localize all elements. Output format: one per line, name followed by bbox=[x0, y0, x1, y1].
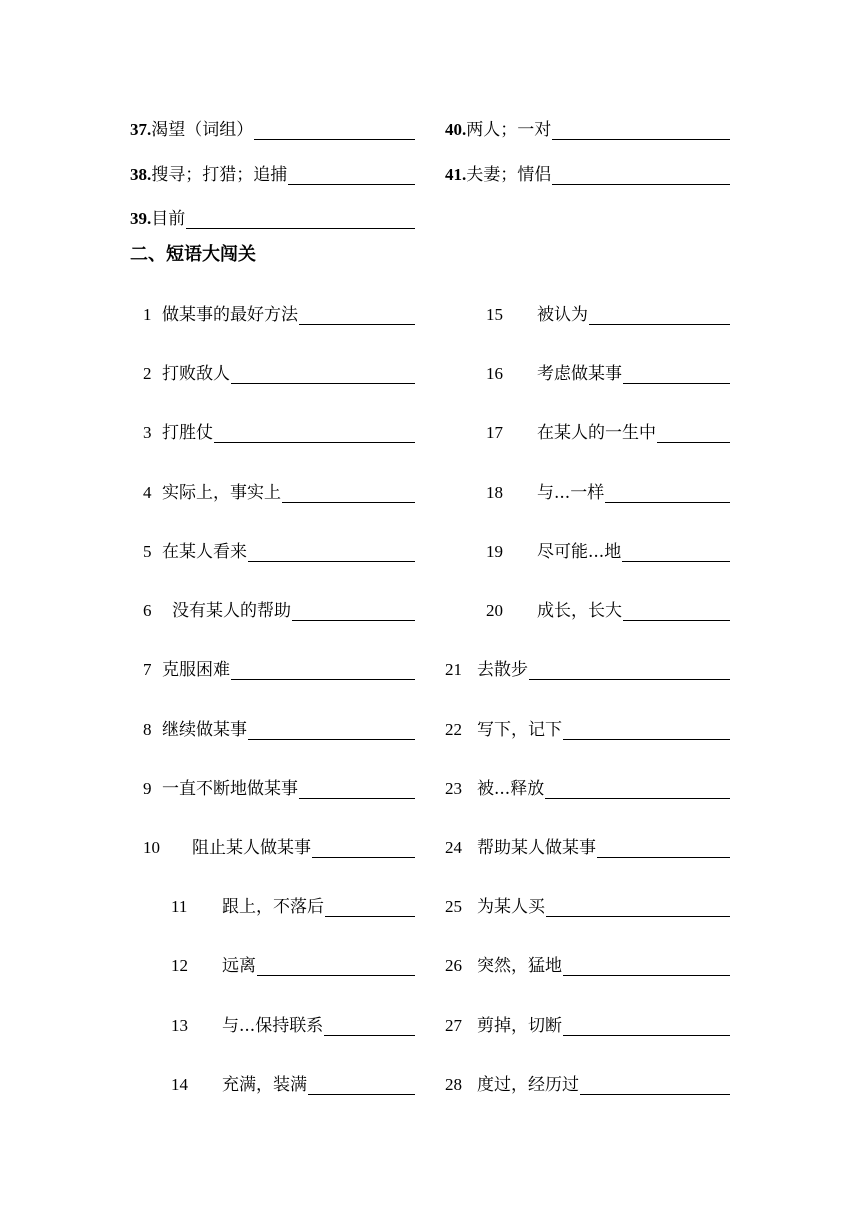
answer-blank[interactable] bbox=[657, 425, 730, 443]
answer-blank[interactable] bbox=[580, 1077, 730, 1095]
answer-blank[interactable] bbox=[231, 662, 415, 680]
phrase-item bbox=[171, 952, 415, 976]
phrase-item bbox=[143, 538, 415, 562]
answer-blank[interactable] bbox=[186, 211, 415, 229]
item-prompt: 实际上，事实上 bbox=[162, 483, 281, 503]
answer-blank[interactable] bbox=[597, 840, 730, 858]
phrase-item bbox=[445, 716, 730, 740]
item-number: 16 bbox=[486, 364, 503, 383]
item-number: 20 bbox=[486, 601, 503, 620]
answer-blank[interactable] bbox=[552, 122, 730, 140]
answer-blank[interactable] bbox=[622, 544, 730, 562]
vocab-item bbox=[130, 205, 415, 229]
answer-blank[interactable] bbox=[529, 662, 730, 680]
answer-blank[interactable] bbox=[282, 485, 415, 503]
item-number: 17 bbox=[486, 423, 503, 442]
item-number: 15 bbox=[486, 305, 503, 324]
answer-blank[interactable] bbox=[248, 544, 415, 562]
item-prompt: 没有某人的帮助 bbox=[172, 601, 291, 621]
item-number: 27 bbox=[445, 1016, 462, 1035]
vocab-item bbox=[445, 116, 730, 140]
item-prompt: 去散步 bbox=[477, 660, 528, 680]
item-prompt: 搜寻；打猎；追捕 bbox=[151, 165, 288, 185]
item-prompt: 帮助某人做某事 bbox=[477, 838, 596, 858]
item-number: 37. bbox=[130, 120, 152, 139]
item-prompt: 做某事的最好方法 bbox=[162, 305, 298, 325]
answer-blank[interactable] bbox=[563, 1018, 730, 1036]
item-prompt: 在某人看来 bbox=[162, 542, 247, 562]
phrase-item bbox=[445, 952, 730, 976]
answer-blank[interactable] bbox=[563, 958, 730, 976]
item-prompt: 打败敌人 bbox=[162, 364, 230, 384]
item-prompt: 继续做某事 bbox=[162, 720, 247, 740]
answer-blank[interactable] bbox=[605, 485, 730, 503]
item-number: 13 bbox=[171, 1016, 188, 1035]
answer-blank[interactable] bbox=[299, 307, 415, 325]
item-number: 10 bbox=[143, 838, 160, 857]
vocab-item bbox=[130, 161, 415, 185]
item-prompt: 突然，猛地 bbox=[477, 956, 562, 976]
vocab-item bbox=[445, 161, 730, 185]
item-number: 3 bbox=[143, 423, 152, 442]
answer-blank[interactable] bbox=[325, 899, 415, 917]
phrase-item bbox=[445, 1012, 730, 1036]
item-number: 7 bbox=[143, 660, 152, 679]
phrase-item bbox=[445, 834, 730, 858]
phrase-item bbox=[143, 775, 415, 799]
answer-blank[interactable] bbox=[257, 958, 415, 976]
phrase-item bbox=[143, 301, 415, 325]
item-number: 26 bbox=[445, 956, 462, 975]
answer-blank[interactable] bbox=[248, 722, 415, 740]
item-prompt: 充满，装满 bbox=[222, 1075, 307, 1095]
phrase-item bbox=[171, 893, 415, 917]
item-prompt: 克服困难 bbox=[162, 660, 230, 680]
item-prompt: 度过，经历过 bbox=[477, 1075, 579, 1095]
answer-blank[interactable] bbox=[308, 1077, 415, 1095]
item-number: 5 bbox=[143, 542, 152, 561]
answer-blank[interactable] bbox=[288, 167, 415, 185]
item-number: 14 bbox=[171, 1075, 188, 1094]
phrase-item bbox=[143, 597, 415, 621]
item-prompt: 与...保持联系 bbox=[222, 1016, 324, 1036]
item-prompt: 远离 bbox=[222, 956, 256, 976]
phrase-item bbox=[171, 1012, 415, 1036]
item-number: 25 bbox=[445, 897, 462, 916]
item-number: 40. bbox=[445, 120, 467, 139]
item-prompt: 被认为 bbox=[537, 305, 588, 325]
item-prompt: 一直不断地做某事 bbox=[162, 779, 298, 799]
item-prompt: 考虑做某事 bbox=[537, 364, 622, 384]
section-title: 二、短语大闯关 bbox=[130, 244, 256, 265]
item-number: 38. bbox=[130, 165, 152, 184]
item-number: 6 bbox=[143, 601, 152, 620]
phrase-item bbox=[445, 656, 730, 680]
phrase-item bbox=[445, 893, 730, 917]
phrase-item bbox=[143, 716, 415, 740]
phrase-item bbox=[143, 656, 415, 680]
item-number: 28 bbox=[445, 1075, 462, 1094]
item-prompt: 成长，长大 bbox=[537, 601, 622, 621]
item-number: 23 bbox=[445, 779, 462, 798]
item-prompt: 阻止某人做某事 bbox=[192, 838, 311, 858]
item-prompt: 跟上，不落后 bbox=[222, 897, 324, 917]
answer-blank[interactable] bbox=[546, 899, 730, 917]
answer-blank[interactable] bbox=[299, 781, 415, 799]
answer-blank[interactable] bbox=[545, 781, 730, 799]
phrase-item bbox=[143, 360, 415, 384]
answer-blank[interactable] bbox=[552, 167, 730, 185]
phrase-item bbox=[171, 1071, 415, 1095]
phrase-item bbox=[486, 419, 730, 443]
phrase-item bbox=[486, 360, 730, 384]
item-prompt: 目前 bbox=[151, 209, 186, 229]
answer-blank[interactable] bbox=[589, 307, 730, 325]
item-prompt: 与...一样 bbox=[537, 483, 605, 503]
phrase-item bbox=[445, 1071, 730, 1095]
item-number: 9 bbox=[143, 779, 152, 798]
item-number: 18 bbox=[486, 483, 503, 502]
item-number: 24 bbox=[445, 838, 462, 857]
vocab-item bbox=[130, 116, 415, 140]
phrase-item bbox=[143, 834, 415, 858]
item-prompt: 为某人买 bbox=[477, 897, 545, 917]
item-prompt: 夫妻；情侣 bbox=[466, 165, 552, 185]
answer-blank[interactable] bbox=[254, 122, 415, 140]
answer-blank[interactable] bbox=[623, 603, 730, 621]
item-number: 1 bbox=[143, 305, 152, 324]
item-number: 39. bbox=[130, 209, 152, 228]
item-prompt: 剪掉，切断 bbox=[477, 1016, 562, 1036]
answer-blank[interactable] bbox=[623, 366, 730, 384]
phrase-item bbox=[486, 538, 730, 562]
phrase-item bbox=[445, 775, 730, 799]
item-prompt: 打胜仗 bbox=[162, 423, 213, 443]
item-number: 22 bbox=[445, 720, 462, 739]
answer-blank[interactable] bbox=[563, 722, 730, 740]
item-prompt: 被...释放 bbox=[477, 779, 545, 799]
phrase-item bbox=[486, 301, 730, 325]
item-number: 21 bbox=[445, 660, 462, 679]
answer-blank[interactable] bbox=[231, 366, 415, 384]
item-number: 2 bbox=[143, 364, 152, 383]
answer-blank[interactable] bbox=[312, 840, 415, 858]
item-number: 8 bbox=[143, 720, 152, 739]
item-number: 41. bbox=[445, 165, 467, 184]
answer-blank[interactable] bbox=[292, 603, 415, 621]
phrase-item bbox=[143, 479, 415, 503]
item-number: 12 bbox=[171, 956, 188, 975]
answer-blank[interactable] bbox=[324, 1018, 415, 1036]
item-prompt: 写下，记下 bbox=[477, 720, 562, 740]
phrase-item bbox=[486, 597, 730, 621]
item-number: 4 bbox=[143, 483, 152, 502]
item-prompt: 两人；一对 bbox=[466, 120, 552, 140]
item-prompt: 在某人的一生中 bbox=[537, 423, 656, 443]
answer-blank[interactable] bbox=[214, 425, 415, 443]
phrase-item bbox=[143, 419, 415, 443]
item-number: 19 bbox=[486, 542, 503, 561]
item-number: 11 bbox=[171, 897, 188, 916]
item-prompt: 渴望（词组） bbox=[151, 120, 254, 140]
item-prompt: 尽可能...地 bbox=[537, 542, 622, 562]
phrase-item bbox=[486, 479, 730, 503]
